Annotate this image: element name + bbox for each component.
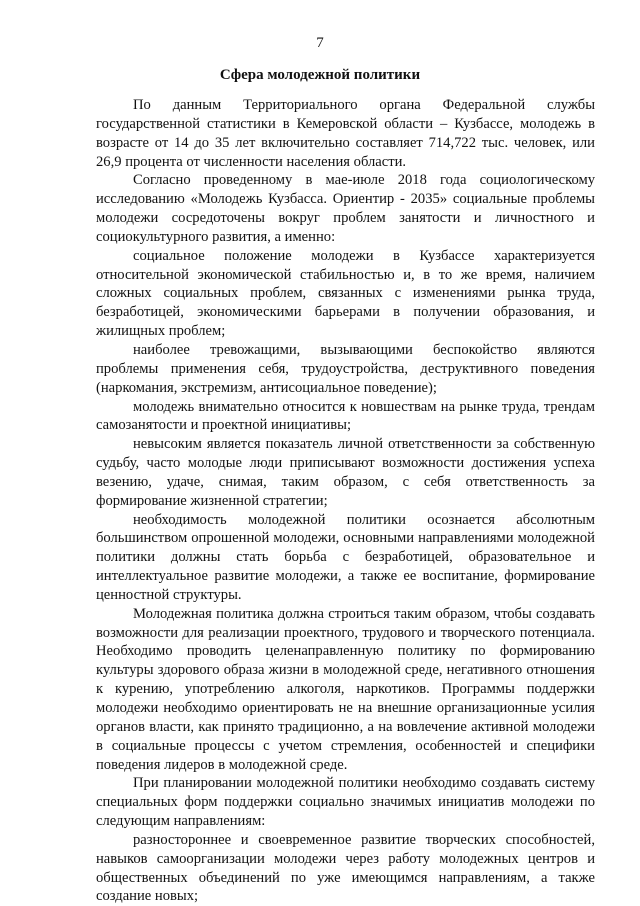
- paragraph: При планировании молодежной политики необходимо создавать систему специальных форм поддержки социально значимых инициатив молодежи по следующим направлениям:: [96, 775, 595, 830]
- list-item-paragraph: наиболее тревожащими, вызывающими беспокойство являются проблемы применения себя, трудоустройства, деструктивного поведения (наркомания, экстремизм, антисоциальное поведение);: [96, 341, 595, 396]
- paragraph: Молодежная политика должна строиться таким образом, чтобы создавать возможности для реализации проектного, трудового и творческого потенциала. Необходимо проводить целенаправленную политику по формированию культуры здорового образа жизни в молодежной среде, негативного отношения к курению, употреблению алкоголя, наркотиков. Программы поддержки молодежи необходимо ориентировать не на внешние организационные усилия органов власти, как принято традиционно, а на вовлечение активной молодежи в социальные процессы с учетом стремления, особенностей и специфики поведения лидеров в молодежной среде.: [96, 605, 595, 773]
- paragraph: По данным Территориального органа Федеральной службы государственной статистики в Кемеровской области – Кузбассе, молодежь в возрасте от 14 до 35 лет включительно составляет 714,722 тыс. человек, или 26,9 процента от численности населения области.: [96, 97, 595, 170]
- page-number: 7: [316, 35, 324, 51]
- list-item-paragraph: социальное положение молодежи в Кузбассе характеризуется относительной экономической стабильностью и, в то же время, наличием сложных социальных проблем, связанных с изменениями рынка труда, безработицей, экономическими барьерами в получении образования, и жилищных проблем;: [96, 247, 595, 340]
- list-item-paragraph: молодежь внимательно относится к новшествам на рынке труда, трендам самозанятости и проектной инициативы;: [96, 398, 595, 434]
- list-item-paragraph: необходимость молодежной политики осознается абсолютным большинством опрошенной молодежи, основными направлениями молодежной политики должны стать борьба с безработицей, образовательное и интеллектуальное развитие молодежи, а также ее воспитание, формирование ценностной структуры.: [96, 511, 595, 603]
- paragraph: Согласно проведенному в мае-июле 2018 года социологическому исследованию «Молодежь Кузбасса. Ориентир - 2035» социальные проблемы молодежи сосредоточены вокруг проблем занятости и личностного и социокультурного развития, а именно:: [96, 172, 595, 245]
- list-item-paragraph: разностороннее и своевременное развитие творческих способностей, навыков самоорганизации молодежи через работу молодежных центров и общественных объединений по уже имеющимся направлениям, а также создание новых;: [96, 831, 595, 905]
- section-title: Сфера молодежной политики: [219, 67, 421, 83]
- list-item-paragraph: невысоким является показатель личной ответственности за собственную судьбу, часто молодые люди приписывают возможности достижения успеха везению, удаче, снимая, таким образом, с себя ответственность за формирование жизненной стратегии;: [96, 436, 595, 509]
- document-body: [96, 96, 595, 906]
